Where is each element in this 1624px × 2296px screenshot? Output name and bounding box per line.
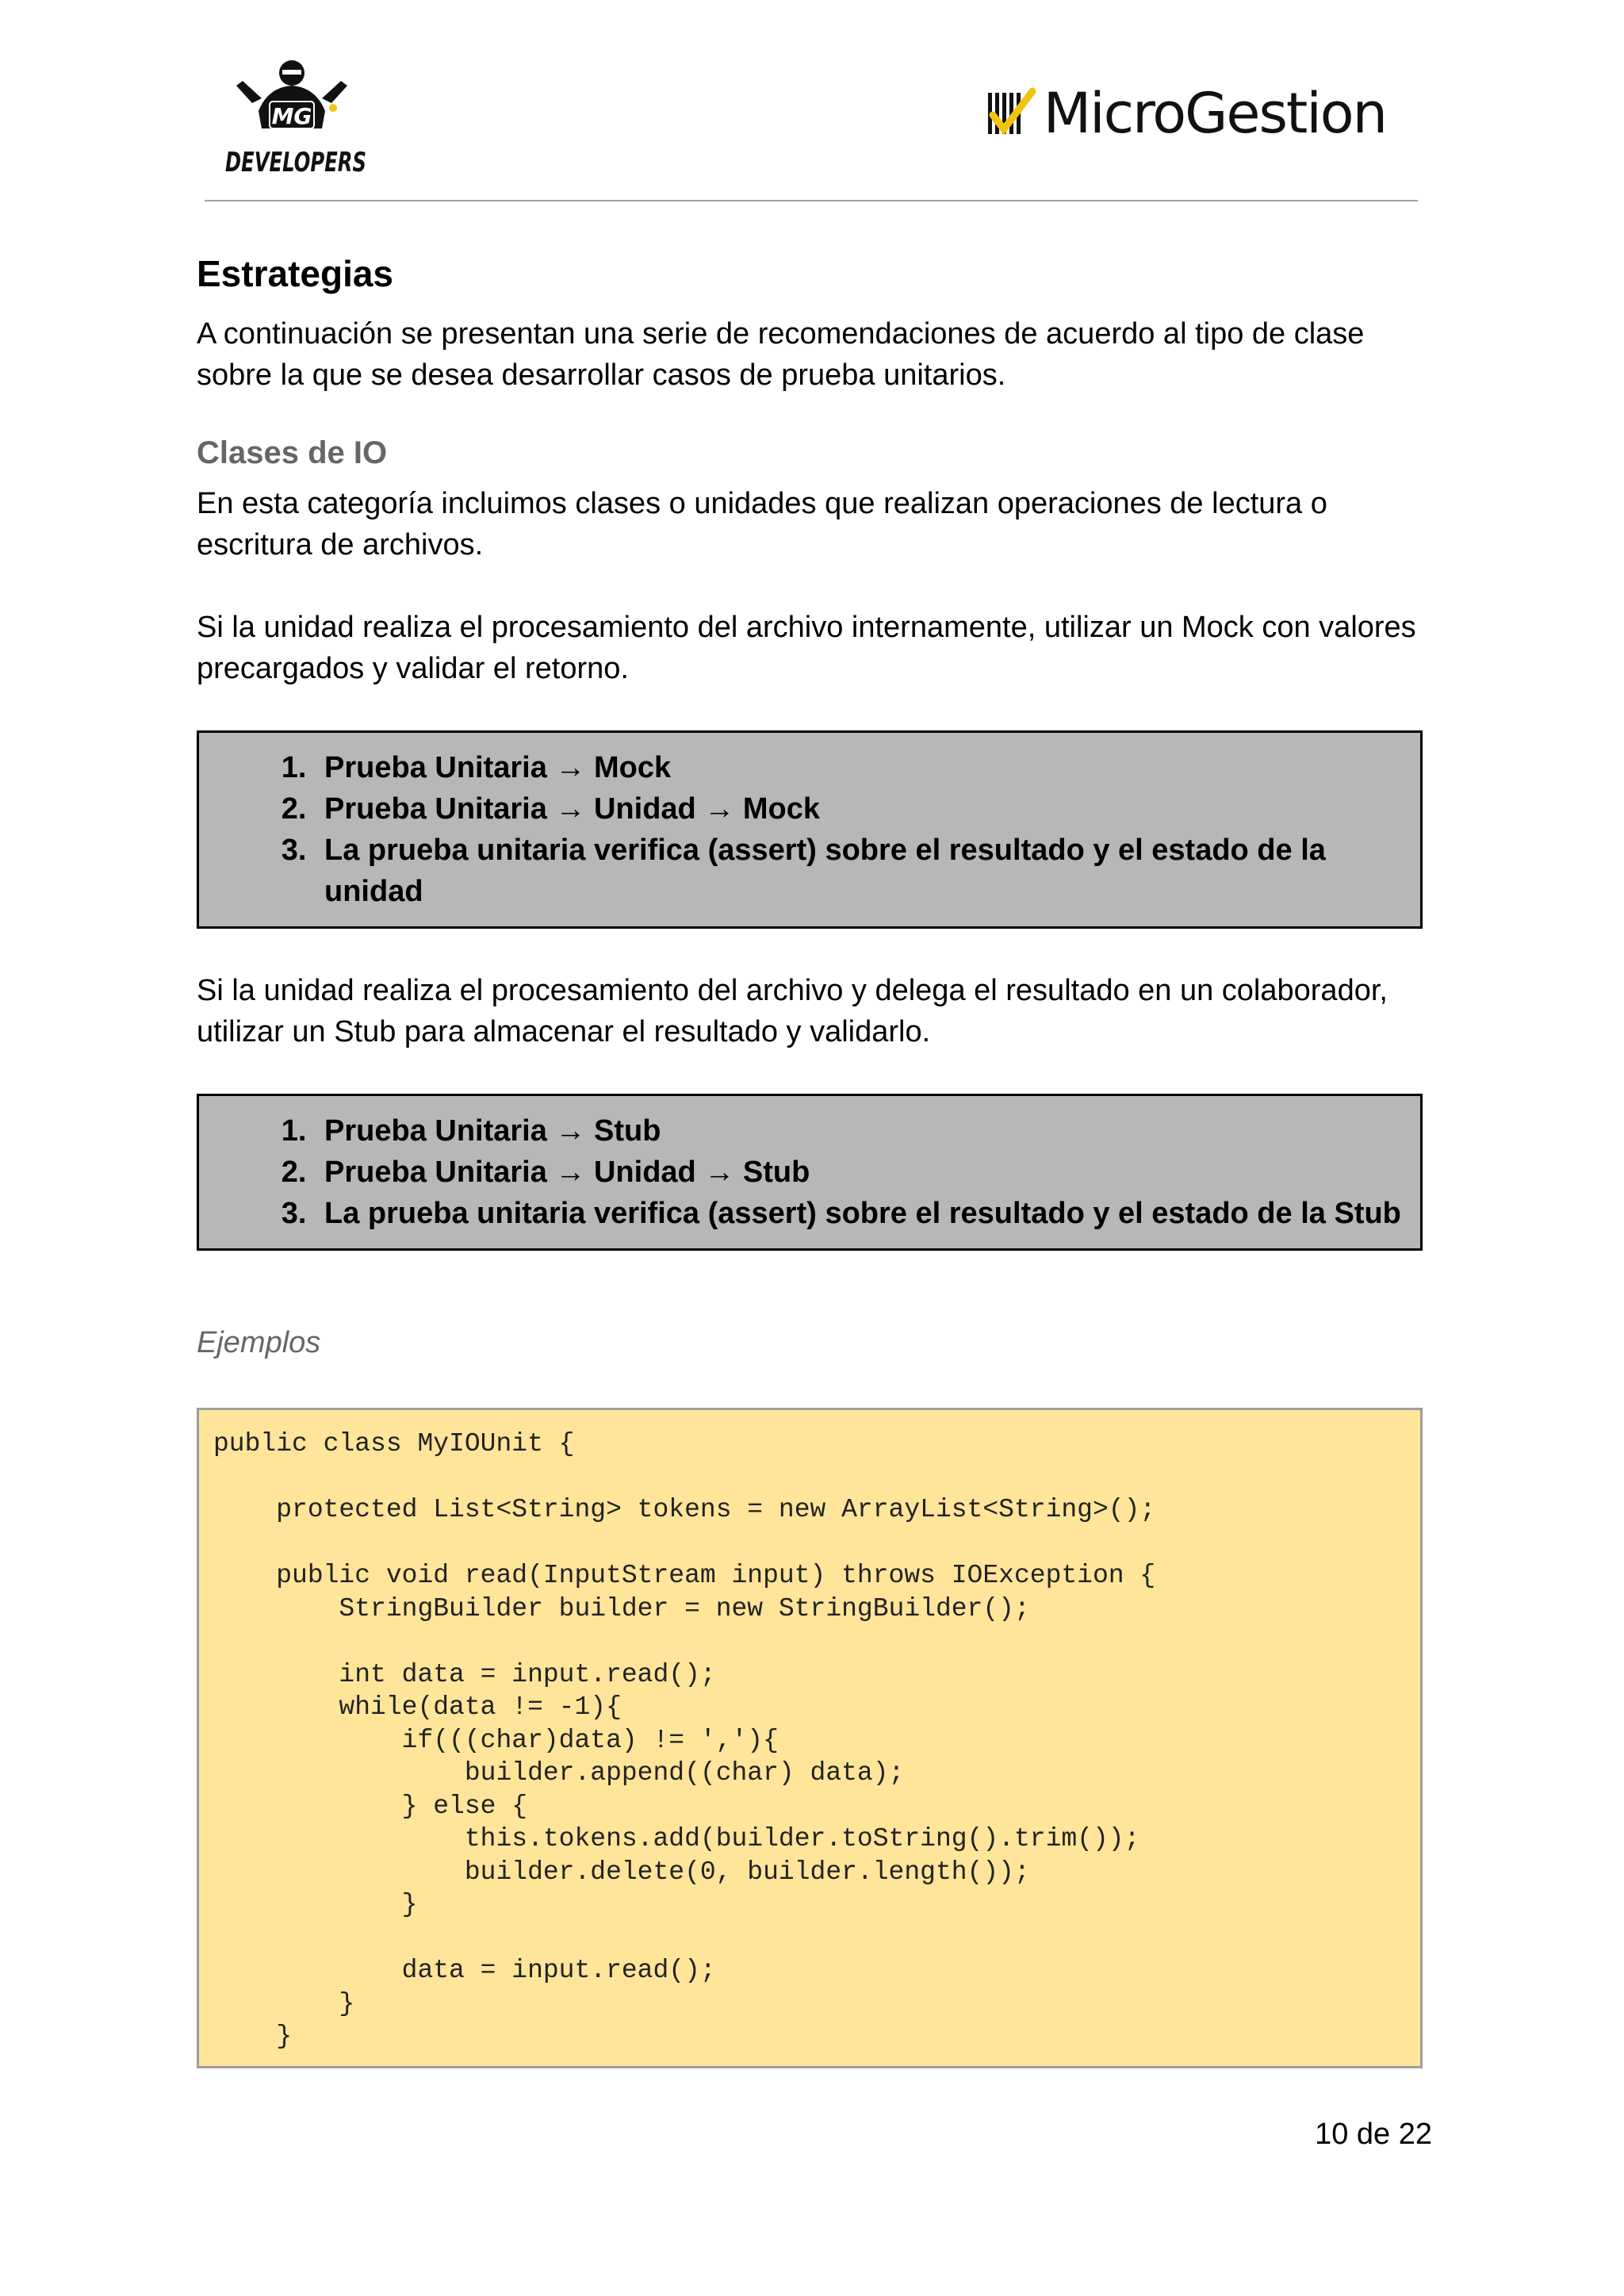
list-item: 3. La prueba unitaria verifica (assert) sobre el resultado y el estado de la Stub (315, 1193, 1404, 1234)
mock-steps-box (197, 730, 1423, 929)
section-title: Clases de IO (197, 435, 388, 471)
logo-developers-text: DEVELOPERS (225, 147, 366, 178)
code-line: data = input.read(); (213, 1956, 716, 1986)
page-content (197, 252, 1442, 2068)
header-divider (205, 200, 1418, 201)
intro-line: A continuación se presentan una serie de recomendaciones de acuerdo al tipo de clase (197, 317, 1365, 351)
code-line: } (213, 2022, 293, 2052)
code-line: builder.delete(0, builder.length()); (213, 1857, 1030, 1887)
code-line: StringBuilder builder = new StringBuilder(); (213, 1593, 1030, 1623)
code-line (213, 1461, 1420, 1494)
code-line: } (213, 1988, 355, 2018)
intro-line: sobre la que se desea desarrollar casos de prueba unitarios. (197, 358, 1006, 393)
case2-line: Si la unidad realiza el procesamiento del archivo y delega el resultado en un colaborador, (197, 974, 1388, 1008)
mock-steps-list (199, 747, 1404, 912)
case1-line: precargados y validar el retorno. (197, 652, 629, 686)
mg-developers-logo (220, 56, 371, 182)
code-line: this.tokens.add(builder.toString().trim()); (213, 1824, 1140, 1854)
list-item: 1. Prueba Unitaria → Stub (315, 1110, 1404, 1152)
blank-line (197, 565, 1442, 607)
case1-paragraph (197, 607, 1442, 689)
list-item: 2. Prueba Unitaria → Unidad → Stub (315, 1152, 1404, 1193)
case2-line: utilizar un Stub para almacenar el resultado y validarlo. (197, 1015, 931, 1049)
case2-paragraph (197, 970, 1442, 1052)
code-line: public class MyIOUnit { (213, 1429, 575, 1459)
page-number: 10 de 22 (1315, 2118, 1432, 2151)
list-item: 2. Prueba Unitaria → Unidad → Mock (315, 788, 1404, 830)
section-intro-paragraph (197, 483, 1442, 565)
code-line: builder.append((char) data); (213, 1758, 905, 1788)
list-item: 1. Prueba Unitaria → Mock (315, 747, 1404, 788)
stub-steps-list (199, 1110, 1404, 1234)
code-line: int data = input.read(); (213, 1659, 716, 1689)
examples-heading: Ejemplos (197, 1326, 321, 1360)
stub-steps-box (197, 1094, 1423, 1251)
code-line: public void read(InputStream input) throws IOException { (213, 1561, 1156, 1591)
code-line: protected List<String> tokens = new ArrayList<String>(); (213, 1495, 1156, 1525)
section-intro-line: escritura de archivos. (197, 528, 484, 562)
code-line (213, 1527, 1420, 1560)
code-line: } else { (213, 1791, 528, 1821)
page-title: Estrategias (197, 253, 394, 294)
intro-paragraph (197, 313, 1442, 396)
code-line (213, 1922, 1420, 1955)
code-block (197, 1408, 1423, 2068)
code-line: if(((char)data) != ','){ (213, 1725, 779, 1755)
microgestion-wordmark: MicroGestion (1043, 81, 1386, 146)
barcode-check-icon (986, 88, 1037, 139)
code-line: while(data != -1){ (213, 1692, 622, 1723)
microgestion-logo (986, 78, 1386, 149)
list-item: 3. La prueba unitaria verifica (assert) sobre el resultado y el estado de la unidad (315, 830, 1404, 912)
page-header (205, 48, 1418, 201)
section-intro-line: En esta categoría incluimos clases o unidades que realizan operaciones de lectura o (197, 487, 1327, 521)
case1-line: Si la unidad realiza el procesamiento del archivo internamente, utilizar un Mock con valores (197, 611, 1416, 645)
code-line (213, 1625, 1420, 1658)
logo-mg-text: MG (271, 103, 312, 129)
code-line: } (213, 1890, 418, 1920)
